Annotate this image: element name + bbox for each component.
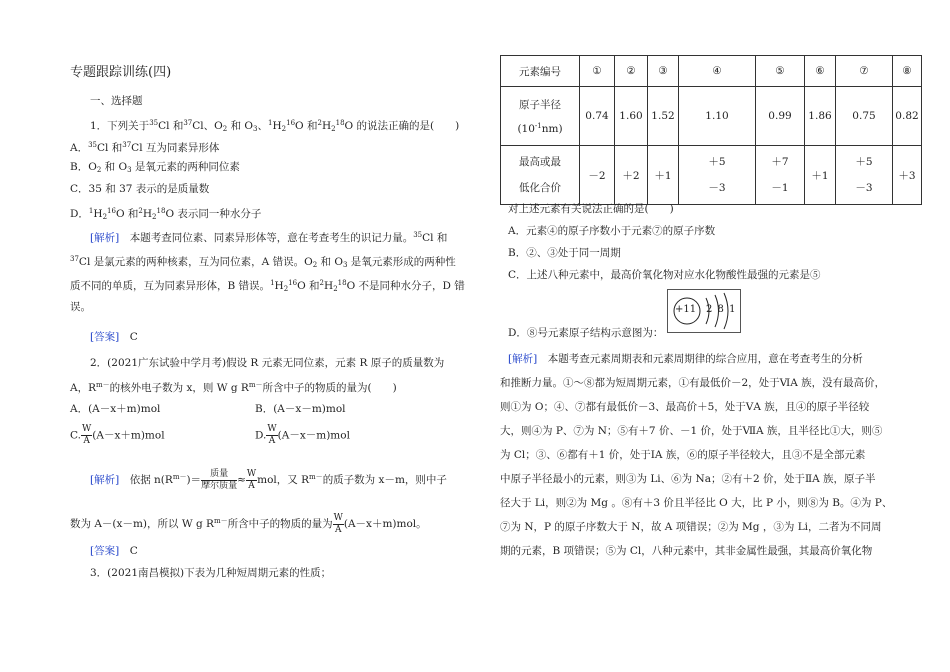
element-properties-table (500, 55, 922, 205)
table-cell: ＋2 (615, 146, 648, 205)
table-cell: ＋3 (893, 146, 922, 205)
table-header-cell: 元素编号 (501, 56, 580, 87)
q2-analysis-line2: 数为 A－(x－m)，所以 W g $R^{m-}$所含中子的物质的量为 $\frac{W}{A}$ (A－x＋m)mol。 (70, 512, 427, 535)
analysis-tag-2: [解析] (90, 474, 120, 486)
table-header-row (501, 56, 922, 87)
q3-option-b: B．②、③处于同一周期 (508, 247, 621, 259)
q2-answer: [答案] C (90, 545, 138, 557)
q1-analysis-line1: [解析] 本题考查同位素、同素异形体等，意在考查考生的识记力量。$^{35}$Cl 和 (90, 231, 448, 244)
table-header-cell: ⑤ (756, 56, 805, 87)
table-cell: 1.86 (805, 87, 836, 146)
q2-option-a: A．(A－x＋m)mol (70, 403, 161, 415)
table-cell: 1.10 (679, 87, 756, 146)
q1-analysis-line2: $^{37}$Cl 是氯元素的两种核素，互为同位素，A 错误。$O_2$ 和 $O_3$ 是氧元素形成的两种性 (70, 255, 456, 269)
table-cell: ＋5 －3 (679, 146, 756, 205)
q3-analysis-line: 大，则④为 P、⑦为 N；⑤有＋7 价、－1 价，处于ⅦA 族，且半径比①大，则⑤ (500, 425, 883, 437)
q3-analysis-line: 期的元素，B 项错误；⑤为 Cl，八种元素中，其非金属性最强，其最高价氧化物 (500, 545, 873, 557)
q3-stem: 3．(2021南昌模拟)下表为几种短周期元素的性质； (90, 567, 332, 579)
table-header-cell: ⑧ (893, 56, 922, 87)
section-heading: 一、选择题 (90, 95, 143, 107)
q2-stem-line1: 2．(2021广东试验中学月考)假设 R 元素无同位素，元素 R 原子的质量数为 (90, 357, 445, 369)
table-row-label: 最高或最 低化合价 (501, 146, 580, 205)
table-cell: 0.75 (836, 87, 893, 146)
q3-analysis-line: 则①为 O；④、⑦都有最低价－3、最高价＋5，处于ⅤA 族，且④的原子半径较 (500, 401, 870, 413)
table-row-radius (501, 87, 922, 146)
table-header-cell: ③ (648, 56, 679, 87)
atom-shell-electrons: 2 8 1 (706, 304, 737, 315)
atom-structure-diagram (667, 289, 741, 333)
table-row-label: 原子半径 $(10^{-1}nm)$ (501, 87, 580, 146)
q3-question: 对上述元素有关说法正确的是( ) (508, 203, 674, 215)
answer-tag-2: [答案] (90, 545, 120, 557)
analysis-tag-3: [解析] (508, 353, 538, 365)
table-cell: －2 (580, 146, 615, 205)
q3-analysis-line: 为 Cl；③、⑥都有＋1 价，处于ⅠA 族，⑥的原子半径较大，且③不是全部元素 (500, 449, 866, 461)
q1-option-a: A．$^{35}$Cl 和$^{37}$Cl 互为同素异形体 (70, 141, 220, 154)
table-cell: 1.52 (648, 87, 679, 146)
table-cell: ＋1 (648, 146, 679, 205)
q2-option-b: B．(A－x－m)mol (255, 403, 346, 415)
q1-option-b: B．$O_2$ 和 $O_3$ 是氧元素的两种同位素 (70, 161, 240, 174)
q1-answer: [答案] C (90, 331, 138, 343)
q3-analysis-line: 中原子半径最小的元素，则③为 Li、⑥为 Na；②有＋2 价，处于ⅡA 族，原子半 (500, 473, 876, 485)
table-header-cell: ④ (679, 56, 756, 87)
q1-option-c: C．35 和 37 表示的是质量数 (70, 183, 210, 195)
q3-option-c: C．上述八种元素中，最高价氧化物对应水化物酸性最强的元素是⑤ (508, 269, 821, 281)
q3-analysis-line: 和推断力量。①～⑧都为短周期元素，①有最低价－2，处于ⅥA 族，没有最高价， (500, 377, 886, 389)
q1-stem: 1．下列关于$^{35}$Cl 和$^{37}$Cl、$O_2$ 和 $O_3$、$^1H_2^{16}O$ 和$^2H_2^{18}O$ 的说法正确的是( ) (90, 119, 460, 133)
q3-analysis-line: ⑦为 N，P 的原子序数大于 N，故 A 项错误；②为 Mg ，③为 Li，二者为不同周 (500, 521, 882, 533)
q2-option-d: D. $\frac{W}{A}$ (A－x－m)mol (255, 424, 350, 446)
q1-analysis-line4: 误。 (70, 301, 91, 313)
analysis-tag: [解析] (90, 232, 120, 244)
table-header-cell: ⑥ (805, 56, 836, 87)
table-cell: ＋5 －3 (836, 146, 893, 205)
answer-tag: [答案] (90, 331, 120, 343)
atom-nucleus-label: +11 (675, 304, 697, 315)
table-cell: ＋1 (805, 146, 836, 205)
table-cell: 0.74 (580, 87, 615, 146)
q3-option-d: D．⑧号元素原子结构示意图为： (508, 327, 664, 339)
table-cell: ＋7 －1 (756, 146, 805, 205)
q3-analysis-line1: [解析] 本题考查元素周期表和元素周期律的综合应用，意在考查考生的分析 (508, 353, 863, 365)
table-row-valence (501, 146, 922, 205)
q1-option-d: D．$^1H_2^{16}O$ 和$^2H_2^{18}O$ 表示同一种水分子 (70, 207, 262, 221)
q2-option-c: C. $\frac{W}{A}$ (A－x＋m)mol (70, 424, 165, 446)
q3-option-a: A．元素④的原子序数小于元素⑦的原子序数 (508, 225, 716, 237)
q1-analysis-line3: 质不同的单质，互为同素异形体，B 错误。$^1H_2^{16}O$ 和$^2H_2^{18}O$ 不是同种水分子，D 错 (70, 279, 465, 293)
q2-stem-line2: A，$R^{m-}$的核外电子数为 x，则 W g $R^{m-}$所含中子的物质的量为( ) (70, 381, 397, 394)
table-cell: 0.82 (893, 87, 922, 146)
q3-analysis-line: 径大于 Li，则②为 Mg 。⑧有＋3 价且半径比 O 大，比 P 小，则⑧为 B。④为 P、 (500, 497, 893, 509)
table-cell: 0.99 (756, 87, 805, 146)
page-title: 专题跟踪训练(四) (70, 65, 172, 80)
table-header-cell: ② (615, 56, 648, 87)
table-header-cell: ⑦ (836, 56, 893, 87)
table-header-cell: ① (580, 56, 615, 87)
table-cell: 1.60 (615, 87, 648, 146)
q2-analysis-line1: [解析] 依据 $n(R^{m-})=$ $\frac{\text{质量}}{\text{摩尔质量}}$ ≈ $\frac{W}{A}$ mol，又 $R^{m-}$的质子数为 x－m，则中子 (90, 468, 447, 491)
